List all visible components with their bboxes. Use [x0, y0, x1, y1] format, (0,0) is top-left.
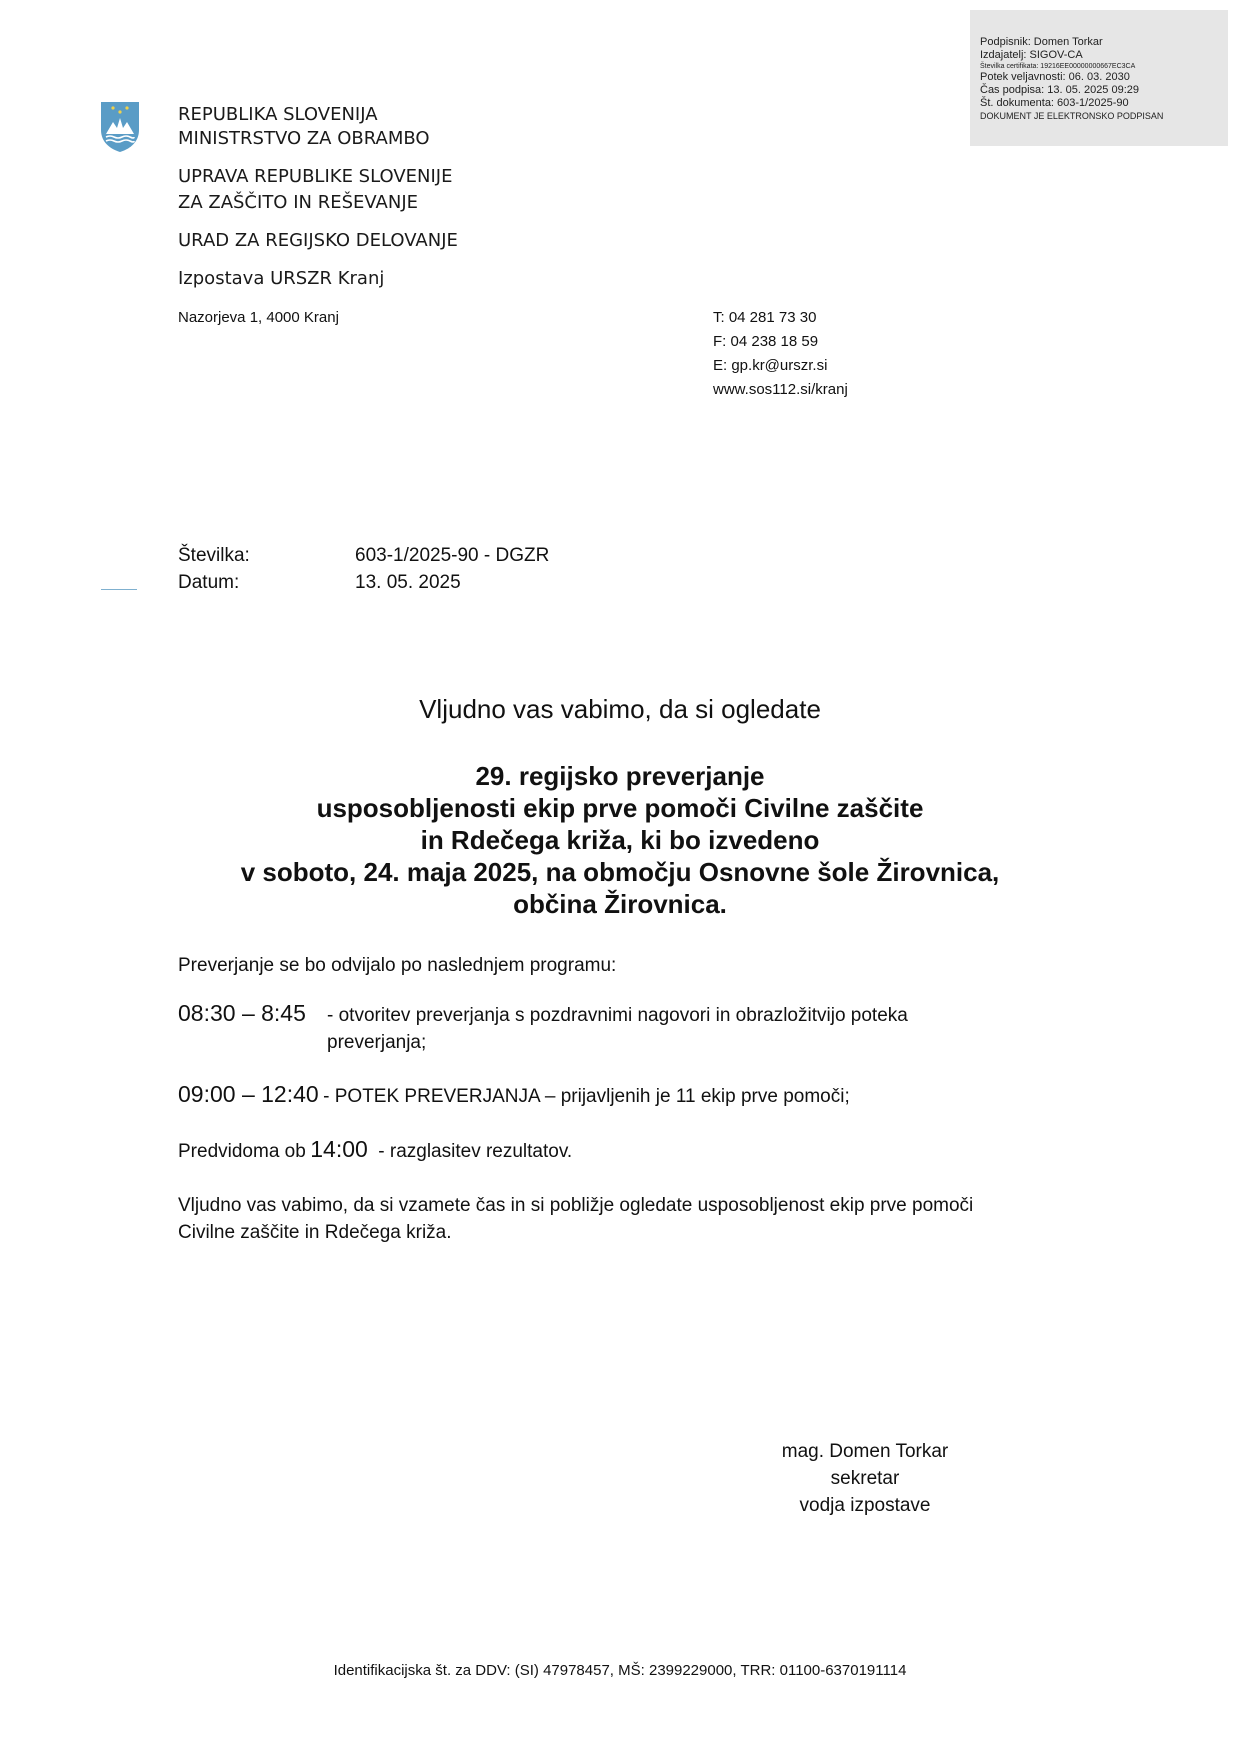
- title-line: in Rdečega križa, ki bo izvedeno: [420, 825, 820, 855]
- number-label: Številka:: [178, 545, 250, 566]
- signatory-role: sekretar: [830, 1468, 900, 1489]
- fold-mark: [101, 589, 137, 590]
- coat-of-arms-icon: [98, 100, 142, 154]
- signature-validity: Potek veljavnosti: 06. 03. 2030: [980, 71, 1130, 83]
- header-republic: REPUBLIKA SLOVENIJA: [178, 104, 378, 125]
- phone: T: 04 281 73 30: [713, 309, 817, 326]
- header-administration-1: UPRAVA REPUBLIKE SLOVENIJE: [178, 166, 453, 187]
- program-time-1: 08:30 – 8:45: [178, 1000, 306, 1026]
- header-administration-2: ZA ZAŠČITO IN REŠEVANJE: [178, 192, 418, 213]
- website-link[interactable]: www.sos112.si/kranj: [713, 381, 848, 398]
- closing-paragraph: [178, 1192, 1078, 1246]
- closing-line: Vljudno vas vabimo, da si vzamete čas in si pobližje ogledate usposobljenost ekip prve pomoči: [178, 1195, 974, 1216]
- signature-note: DOKUMENT JE ELEKTRONSKO PODPISAN: [980, 111, 1164, 121]
- contact-block: [713, 306, 848, 402]
- signature-signer: Podpisnik: Domen Torkar: [980, 36, 1103, 48]
- program-item-2: [178, 1081, 850, 1110]
- date-label: Datum:: [178, 572, 240, 593]
- closing-line: Civilne zaščite in Rdečega križa.: [178, 1222, 452, 1243]
- signature-doc-number: Št. dokumenta: 603-1/2025-90: [980, 97, 1129, 109]
- title-line: občina Žirovnica.: [513, 889, 727, 919]
- program-prefix-3: Predvidoma ob: [178, 1141, 306, 1162]
- program-time-2: 09:00 – 12:40: [178, 1081, 319, 1107]
- program-text-3: - razglasitev rezultatov.: [378, 1141, 573, 1162]
- number-value: 603-1/2025-90 - DGZR: [355, 545, 550, 566]
- header-office: URAD ZA REGIJSKO DELOVANJE: [178, 230, 458, 251]
- signature-issuer: Izdajatelj: SIGOV-CA: [980, 49, 1083, 61]
- signature-cert: Številka certifikata: 19216EE00000000667EC3CA: [980, 63, 1136, 70]
- signatory-name: mag. Domen Torkar: [781, 1441, 949, 1462]
- signatory-position: vodja izpostave: [799, 1495, 931, 1516]
- header-branch: Izpostava URSZR Kranj: [178, 268, 385, 289]
- program-text-2: - POTEK PREVERJANJA – prijavljenih je 11 ekip prve pomoči;: [323, 1086, 850, 1107]
- invite-line: Vljudno vas vabimo, da si ogledate: [419, 694, 821, 724]
- program-time-3: 14:00: [310, 1136, 368, 1162]
- title-line: usposobljenosti ekip prve pomoči Civilne zaščite: [316, 793, 924, 823]
- signature-box: [970, 10, 1228, 146]
- program-intro: Preverjanje se bo odvijalo po naslednjem programu:: [178, 955, 617, 976]
- signatory-block: [760, 1438, 970, 1519]
- fax: F: 04 238 18 59: [713, 333, 819, 350]
- program-text-1b: preverjanja;: [327, 1032, 427, 1053]
- program-item-3: [178, 1136, 572, 1165]
- event-title: [0, 760, 1240, 920]
- address: Nazorjeva 1, 4000 Kranj: [178, 309, 339, 326]
- signature-time: Čas podpisa: 13. 05. 2025 09:29: [980, 84, 1140, 96]
- title-line: 29. regijsko preverjanje: [475, 761, 765, 791]
- program-text-1a: - otvoritev preverjanja s pozdravnimi nagovori in obrazložitvijo poteka: [327, 1005, 908, 1026]
- email-link[interactable]: E: gp.kr@urszr.si: [713, 357, 828, 374]
- title-line: v soboto, 24. maja 2025, na območju Osnovne šole Žirovnica,: [240, 857, 1000, 887]
- footer-identification: Identifikacijska št. za DDV: (SI) 47978457, MŠ: 2399229000, TRR: 01100-6370191114: [333, 1662, 907, 1679]
- header-ministry: MINISTRSTVO ZA OBRAMBO: [178, 128, 430, 149]
- date-value: 13. 05. 2025: [355, 572, 461, 593]
